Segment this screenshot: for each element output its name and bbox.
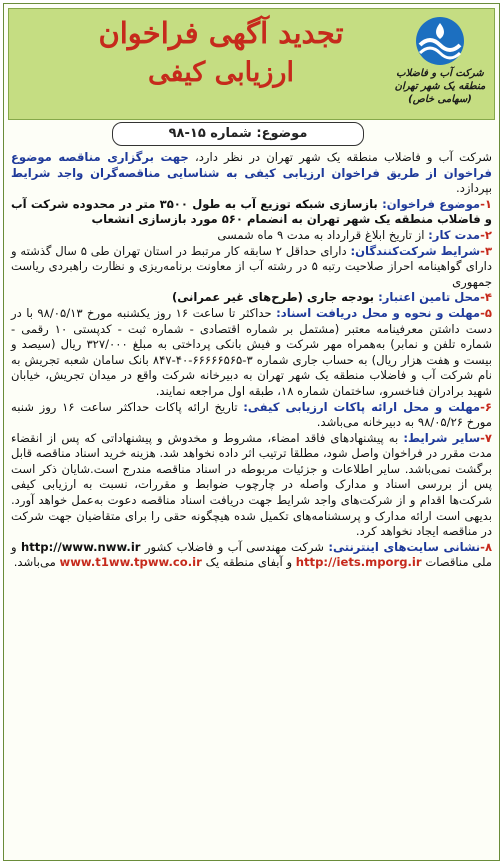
intro-end: بپردازد. (456, 181, 492, 196)
subject-number: موضوع: شماره ۱۵-۹۸ (112, 122, 364, 146)
item-4 (11, 290, 492, 306)
item-heading: شرایط شرکت‌کنندگان: (350, 243, 481, 258)
item-heading: مدت کار: (428, 227, 481, 242)
company-logo (392, 15, 488, 119)
item-text: می‌باشد. (13, 555, 56, 570)
notice-subtitle: ارزیابی کیفی (148, 57, 294, 88)
notice-page (3, 3, 500, 861)
item-5 (11, 306, 492, 400)
water-drop-logo-icon (414, 15, 466, 67)
item-7 (11, 431, 492, 540)
item-number: ۵- (480, 305, 492, 320)
item-text: تاریخ ارائه پاکات حداکثر ساعت ۱۶ روز شنبه مورخ ۹۸/۰۵/۲۶ به دبیرخانه می‌باشد. (11, 399, 492, 430)
item-heading: سایر شرایط: (403, 430, 481, 445)
item-heading: مهلت و نحوه و محل دریافت اسناد: (276, 305, 481, 320)
item-text: بودجه جاری (طرح‌های غیر عمرانی) (171, 290, 375, 305)
item-8 (11, 540, 492, 571)
website-link-t1ww[interactable]: www.t1ww.tpww.co.ir (59, 555, 202, 570)
website-link-nww[interactable]: http://www.nww.ir (20, 539, 141, 554)
item-text: بازسازی شبکه توزیع آب به طول ۳۵۰۰ متر در محدوده شرکت آب و فاضلاب منطقه یک شهر تهران به انضمام ۵۶۰ مورد بازسازی انشعاب (11, 196, 492, 227)
item-text: حداکثر تا ساعت ۱۶ روز یکشنبه مورخ ۹۸/۰۵/۱۳ با در دست داشتن معرفینامه معتبر (مشتمل بر شماره اقتصادی - شماره ثبت - کدپستی ۱۰ رقمی - شماره تلفن و نمابر) به‌همراه مهر شرکت و فیش بانکی پرداختی به مبلغ ۳۲۷/۰۰۰ ریال (سیصد و بیست و هفت هزار ریال) به حساب جاری شماره ۳-۶۶۶۶۶۵۶۵-۴۰-۸۴۷ بانک سامان شعبه تجریش به نام شرکت آب و فاضلاب منطقه یک شهر تهران به دبیرخانه شرکت واقع در میدان تجریش، خیابان شهید برادران فناخسرو، ساختمان شماره ۱۸، طبقه اول مراجعه نمایند. (11, 305, 493, 398)
item-text: به پیشنهادهای فاقد امضاء، مشروط و مخدوش و پیشنهاداتی که پس از انقضاء مدت مقرر در فراخوان واصل شود، مطلقا ترتیب اثر داده نخواهد شد. هزینه خرید اسناد مناقصه قابل برگشت نمی‌باشد. سایر اطلاعات و جزئیات مربوطه در اسناد مناقصه مندرج است.شایان ذکر است پس از بررسی اسناد و مدارک واصله در چارچوب ضوابط و مقررات، نسبت به ارزیابی کیفی شرکت‌ها اقدام و از شرکت‌های واجد شرایط جهت دریافت اسناد مناقصه دعوت به‌عمل خواهد آورد. بدیهی است ارائه مدارک و پرسشنامه‌های تکمیل شده هیچگونه حقی را برای متقاضیان جهت شرکت در مناقصه ایجاد نخواهد کرد. (11, 430, 492, 539)
item-3 (11, 244, 492, 291)
item-1 (11, 197, 492, 228)
item-number: ۲- (480, 227, 492, 242)
notice-body (11, 150, 492, 571)
item-6 (11, 400, 492, 431)
item-heading: نشانی سایت‌های اینترنتی: (328, 539, 481, 554)
item-text: از تاریخ ابلاغ قرارداد به مدت ۹ ماه شمسی (217, 227, 425, 242)
item-heading: محل تامین اعتبار: (378, 290, 481, 305)
item-number: ۸- (480, 539, 493, 554)
item-heading: مهلت و محل ارائه پاکات ارزیابی کیفی: (243, 399, 481, 414)
logo-line-2: منطقه یک شهر تهران (394, 81, 486, 92)
item-number: ۷- (480, 430, 492, 445)
item-text: و ملی مناقصات (11, 539, 492, 570)
item-number: ۴- (480, 290, 492, 305)
item-number: ۳- (480, 243, 493, 258)
intro-paragraph (11, 150, 492, 197)
intro-text: شرکت آب و فاضلاب منطقه یک شهر تهران در نظر دارد، (194, 150, 492, 164)
header-band (8, 8, 495, 120)
item-text: و آبفای منطقه یک (205, 555, 293, 570)
logo-line-3: (سهامی خاص) (408, 94, 472, 105)
website-link-iets[interactable]: http://iets.mporg.ir (295, 555, 422, 570)
item-text: شرکت مهندسی آب و فاضلاب کشور (144, 539, 324, 554)
logo-line-1: شرکت آب و فاضلاب (396, 68, 484, 79)
item-text: دارای حداقل ۲ سابقه کار مرتبط در استان تهران طی ۵ سال گذشته و دارای گواهینامه احراز صلاحیت رتبه ۵ در رشته آب از معاونت برنامه‌ریزی و نظارت راهبردی ریاست جمهوری (11, 243, 493, 289)
item-2 (11, 228, 492, 244)
item-heading: موضوع فراخوان: (382, 196, 481, 211)
item-number: ۶- (480, 399, 492, 414)
item-number: ۱- (480, 196, 492, 211)
intro-bold-text: جهت برگزاری مناقصه موضوع فراخوان از طریق فراخوان ارزیابی کیفی به شناسایی مناقصه‌گران واجد شرایط (11, 150, 492, 180)
notice-title: تجدید آگهی فراخوان (98, 16, 344, 50)
